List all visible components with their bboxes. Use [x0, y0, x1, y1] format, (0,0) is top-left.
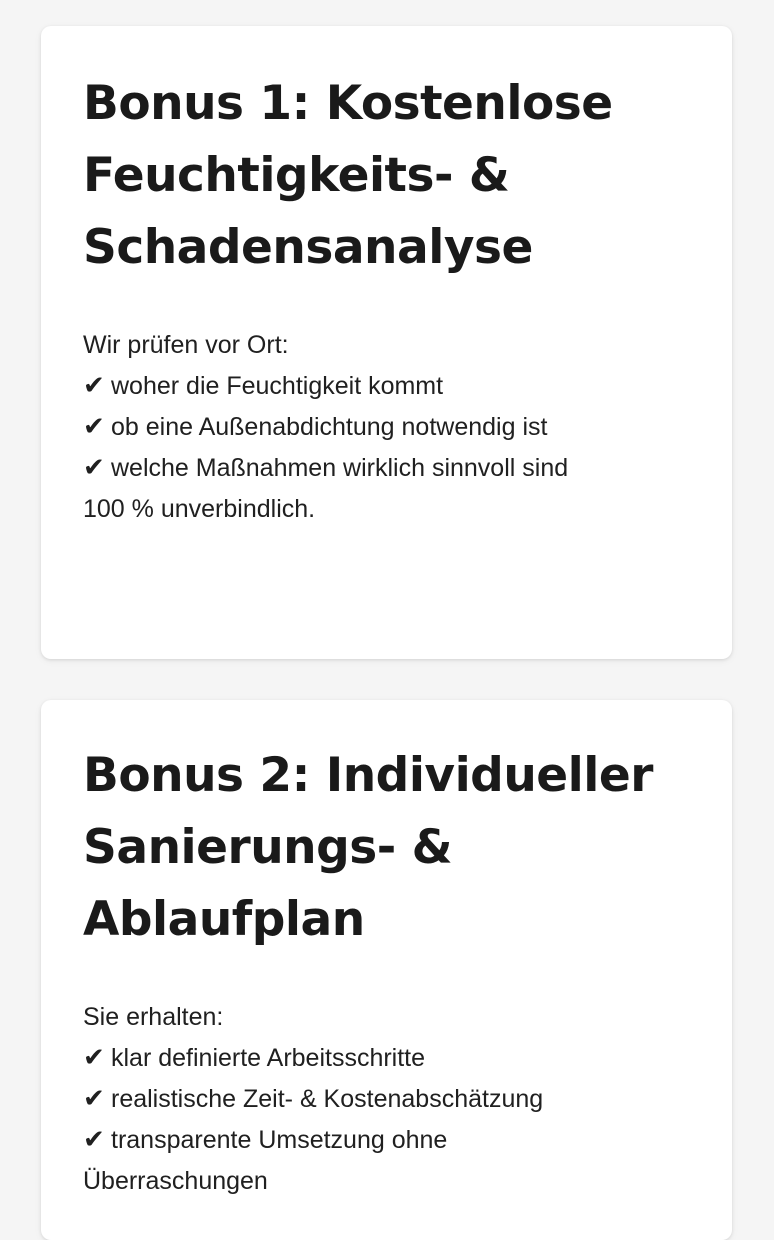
bonus-1-footer: 100 % unverbindlich. [83, 495, 316, 523]
bonus-1-item-2: ob eine Außenabdichtung notwendig ist [111, 413, 548, 441]
bonus-2-intro: Sie erhalten: [83, 1003, 224, 1031]
bonus-1-body [83, 325, 690, 530]
bonus-2-title [83, 700, 690, 956]
bonus-2-list-item [83, 1038, 690, 1079]
bonus-1-intro: Wir prüfen vor Ort: [83, 331, 289, 359]
checkmark-icon: ✔ [83, 453, 105, 483]
bonus-2-list-item [83, 1120, 690, 1161]
bonus-2-title-line-1: Bonus 2: Individueller [83, 748, 653, 803]
bonus-2-title-line-2: Sanierungs- & Ablaufplan [83, 820, 453, 947]
checkmark-icon: ✔ [83, 1125, 105, 1155]
bonus-1-title [83, 26, 690, 284]
bonus-card-1 [41, 26, 732, 659]
bonus-1-item-3: welche Maßnahmen wirklich sinnvoll sind [111, 454, 569, 482]
bonus-1-list-item [83, 366, 690, 407]
bonus-1-list-item [83, 448, 690, 489]
checkmark-icon: ✔ [83, 371, 105, 401]
bonus-2-item-3-continuation: Überraschungen [83, 1167, 268, 1195]
bonus-1-item-1: woher die Feuchtigkeit kommt [111, 372, 444, 400]
bonus-2-body [83, 997, 690, 1202]
bonus-1-title-line-1: Bonus 1: Kostenlose [83, 76, 613, 131]
bonus-2-list-item [83, 1079, 690, 1120]
checkmark-icon: ✔ [83, 1043, 105, 1073]
bonus-2-item-1: klar definierte Arbeitsschritte [111, 1044, 426, 1072]
checkmark-icon: ✔ [83, 412, 105, 442]
bonus-2-item-3: transparente Umsetzung ohne [111, 1126, 448, 1154]
bonus-1-title-line-3: Schadensanalyse [83, 220, 533, 275]
bonus-card-2 [41, 700, 732, 1240]
bonus-2-item-2: realistische Zeit- & Kostenabschätzung [111, 1085, 544, 1113]
bonus-1-list-item [83, 407, 690, 448]
bonus-1-title-line-2: Feuchtigkeits- & [83, 148, 510, 203]
checkmark-icon: ✔ [83, 1084, 105, 1114]
